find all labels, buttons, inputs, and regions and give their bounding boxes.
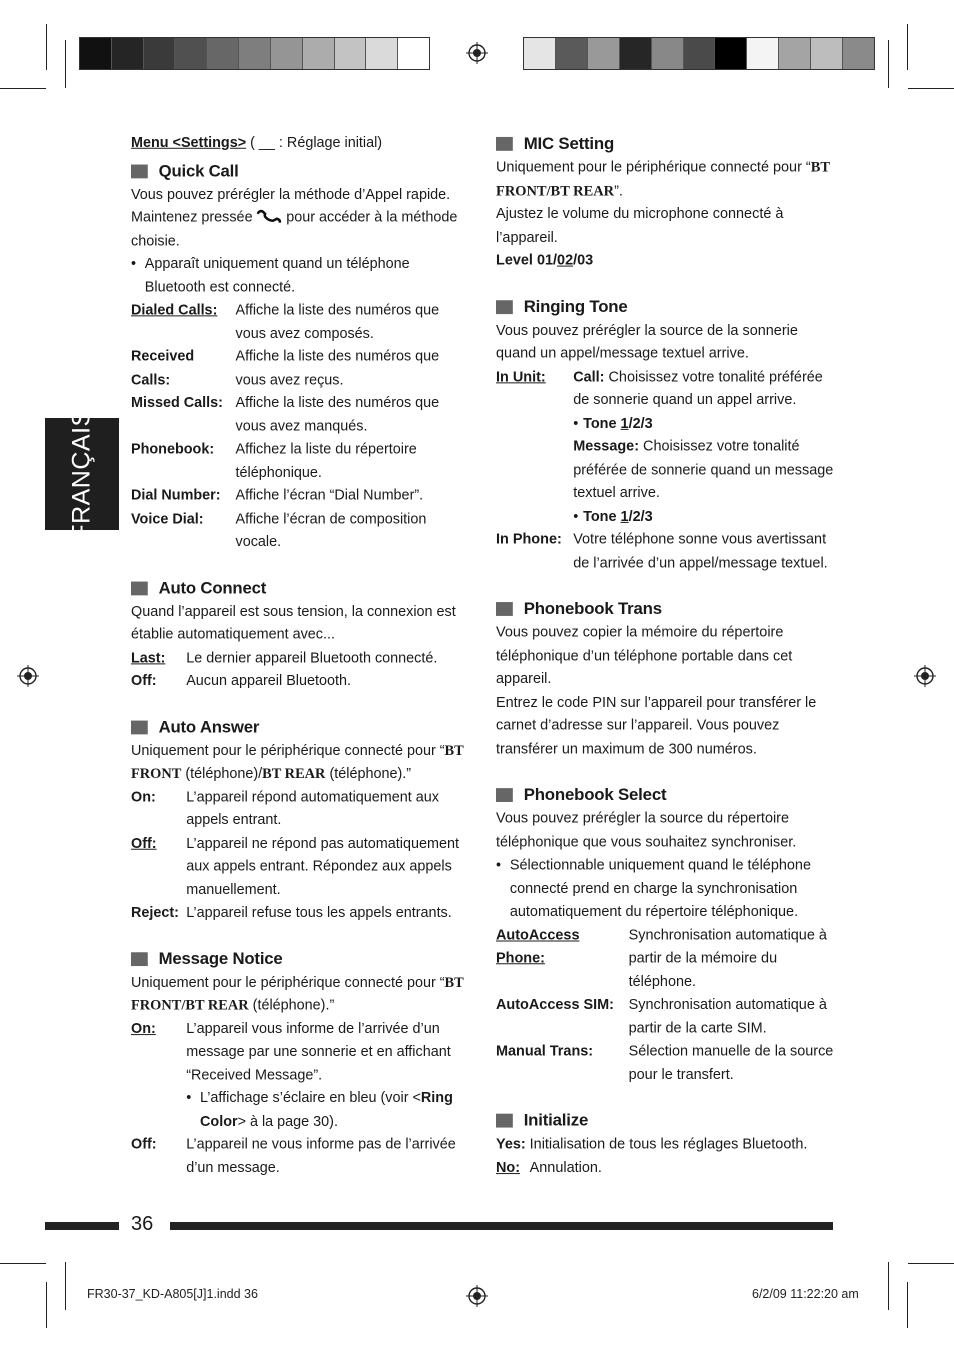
color-swatch: [747, 38, 779, 69]
registration-mark-icon: [466, 42, 488, 64]
option-row: [131, 485, 466, 508]
text: (téléphone)/: [181, 765, 263, 782]
option-row: [496, 924, 837, 994]
text: Uniquement pour le périphérique connecté pour “: [131, 974, 445, 991]
bullet-item: • Tone 1/2/3: [573, 413, 837, 436]
color-swatch: [239, 38, 271, 69]
option-value: L’appareil répond automatiquement aux appels entrant.: [186, 789, 439, 829]
option-key: On:: [131, 1020, 156, 1037]
bullet-item: • Apparaît uniquement quand un téléphone Bluetooth est connecté.: [131, 253, 466, 299]
section-marker: [131, 164, 148, 178]
section-title: [131, 576, 466, 600]
option-key: Off:: [131, 673, 157, 690]
section-title-text: Message Notice: [158, 949, 283, 968]
section-title-text: Ringing Tone: [523, 297, 628, 316]
page-number: 36: [131, 1213, 154, 1235]
registration-mark-icon: [466, 1285, 488, 1307]
option-row: [496, 994, 837, 1041]
footer-rule-left: [45, 1222, 119, 1230]
initialize-options: [496, 1133, 837, 1180]
bullet-item: • L’affichage s’éclaire en bleu (voir <Ring Color> à la page 30).: [186, 1087, 466, 1133]
sub-option-key: Call:: [573, 369, 605, 385]
section-mic-setting: [496, 132, 837, 273]
option-key: In Unit:: [496, 369, 546, 385]
option-row: [131, 300, 466, 346]
paragraph: [131, 740, 466, 786]
paragraph: Entrez le code PIN sur l’appareil pour transférer le carnet d’adresse sur l’appareil. Vous pouvez transférer un maximum de 300 numéros.: [496, 694, 817, 757]
section-marker: [496, 602, 513, 616]
text-emphasis: BT FRONT/BT REAR: [496, 159, 830, 199]
section-marker: [131, 952, 148, 966]
option-value: Affichez la liste du répertoire téléphonique.: [235, 441, 417, 481]
section-title: [131, 947, 466, 971]
option-key: No:: [496, 1159, 521, 1176]
option-row: [496, 1133, 837, 1156]
paragraph: [131, 971, 466, 1017]
option-key: Dial Number:: [131, 487, 221, 504]
option-row: [131, 1134, 466, 1180]
bullet-text: Apparaît uniquement quand un téléphone Bluetooth est connecté.: [144, 256, 410, 296]
left-column: [131, 132, 466, 1180]
auto-answer-options: [131, 786, 466, 925]
paragraph: Vous pouvez prérégler la source du répertoire téléphonique que vous souhaitez synchroniser.: [496, 810, 797, 850]
option-key: Reject:: [131, 904, 179, 921]
text: (téléphone).”: [325, 765, 412, 782]
option-key: Received Calls:: [131, 348, 195, 388]
color-swatch: [80, 38, 112, 69]
bullet-text: Sélectionnable uniquement quand le téléphone connecté prend en charge la synchronisation automatiquement du répertoire téléphonique.: [509, 857, 811, 920]
color-swatch: [620, 38, 652, 69]
option-value: L’appareil ne répond pas automatiquement aux appels entrant. Répondez aux appels manuellement.: [186, 835, 459, 898]
section-title: [496, 1109, 837, 1133]
section-title-text: Auto Answer: [158, 717, 260, 737]
option-value: Synchronisation automatique à partir de la carte SIM.: [628, 996, 827, 1037]
text-emphasis: BT REAR: [262, 765, 326, 782]
section-title: [496, 783, 837, 807]
paragraph: Vous pouvez prérégler la source de la sonnerie quand un appel/message textuel arrive.: [496, 322, 798, 362]
menu-heading: [131, 132, 466, 155]
option-key: Yes:: [496, 1136, 526, 1153]
option-value: L’appareil refuse tous les appels entrants.: [186, 904, 452, 921]
option-value: Affiche l’écran de composition vocale.: [235, 511, 427, 551]
text: Uniquement pour le périphérique connecté pour “: [131, 742, 445, 759]
option-value: L’appareil ne vous informe pas de l’arrivée d’un message.: [186, 1136, 456, 1176]
option-value: Affiche la liste des numéros que vous avez composés.: [235, 302, 440, 342]
section-marker: [131, 720, 148, 734]
option-key: Manual Trans:: [496, 1043, 594, 1060]
registration-mark-icon: [17, 665, 39, 687]
section-title-text: MIC Setting: [523, 134, 615, 154]
option-row: [131, 832, 466, 902]
section-phonebook-trans: [496, 597, 837, 761]
option-value: Annulation.: [529, 1159, 602, 1176]
option-row: [131, 439, 466, 485]
option-key: On:: [131, 789, 156, 805]
tone-options: Tone 1/2/3: [583, 508, 653, 525]
section-marker: [496, 300, 513, 314]
menu-note: ( __ : Réglage initial): [250, 134, 383, 151]
crop-mark: [907, 1282, 908, 1328]
right-column: [496, 132, 837, 1180]
paragraph: [131, 207, 466, 253]
language-tab: [45, 408, 119, 540]
option-row: [131, 647, 466, 670]
crop-mark: [907, 24, 908, 70]
section-marker: [496, 137, 513, 151]
color-swatch: [843, 38, 874, 69]
crop-mark: [888, 40, 889, 88]
color-swatch: [398, 38, 429, 69]
text: pour accéder à la méthode choisie.: [131, 209, 458, 249]
color-swatch: [335, 38, 367, 69]
paragraph: Vous pouvez copier la mémoire du répertoire téléphonique d’un téléphone portable dans cet appareil.: [496, 624, 793, 688]
crop-mark: [908, 1263, 954, 1264]
crop-mark: [0, 1263, 46, 1264]
color-swatch: [144, 38, 176, 69]
text: (téléphone).”: [248, 997, 335, 1014]
color-swatch: [524, 38, 556, 69]
section-auto-answer: [131, 715, 466, 925]
section-title: [496, 597, 837, 621]
color-swatch: [112, 38, 144, 69]
section-title-text: Auto Connect: [158, 578, 267, 598]
option-key: Off:: [131, 835, 157, 852]
option-key: Missed Calls:: [131, 395, 223, 412]
option-key: AutoAccess Phone:: [496, 927, 580, 967]
option-value: [573, 366, 837, 529]
option-value: Aucun appareil Bluetooth.: [186, 673, 351, 690]
option-row: [131, 670, 466, 693]
option-row: [496, 366, 837, 529]
section-message-notice: [131, 947, 466, 1180]
option-key: AutoAccess SIM:: [496, 996, 614, 1013]
option-row: [131, 346, 466, 392]
section-marker: [131, 581, 148, 595]
color-swatch: [684, 38, 716, 69]
option-value: Affiche la liste des numéros que vous avez reçus.: [235, 348, 440, 388]
option-row: [131, 786, 466, 832]
auto-connect-options: [131, 647, 466, 693]
menu-label: Menu <Settings>: [131, 134, 247, 151]
color-swatch: [652, 38, 684, 69]
paragraph: Ajustez le volume du microphone connecté à l’appareil.: [496, 206, 784, 246]
option-row: [131, 1018, 466, 1134]
option-row: [496, 1157, 837, 1180]
option-row: [131, 902, 466, 925]
sub-option-value: Choisissez votre tonalité préférée de sonnerie quand un appel arrive.: [573, 369, 823, 409]
section-initialize: [496, 1109, 837, 1180]
option-row: [131, 508, 466, 554]
crop-mark: [65, 40, 66, 88]
crop-mark: [0, 88, 46, 89]
footer-rule-right: [170, 1222, 833, 1230]
option-value-text: L’appareil vous informe de l’arrivée d’un message par une sonnerie et en affichant “Received Message”.: [186, 1020, 451, 1083]
color-swatch: [811, 38, 843, 69]
paragraph: Quand l’appareil est sous tension, la connexion est établie automatiquement avec...: [131, 603, 456, 643]
language-tab-label: FRANÇAIS: [67, 408, 96, 540]
registration-mark-icon: [914, 665, 936, 687]
color-swatch: [271, 38, 303, 69]
bullet-item: • Sélectionnable uniquement quand le téléphone connecté prend en charge la synchronisation automatiquement du répertoire téléphonique.: [496, 854, 837, 924]
sub-option-value: Choisissez votre tonalité préférée de sonnerie quand un message textuel arrive.: [573, 438, 834, 502]
option-value: Sélection manuelle de la source pour le transfert.: [628, 1043, 834, 1083]
option-key: In Phone:: [496, 531, 562, 548]
option-key: Phonebook:: [131, 441, 215, 458]
color-calibration-bar-left: [79, 37, 430, 70]
tone-options: Tone 1/2/3: [583, 415, 653, 432]
color-swatch: [366, 38, 398, 69]
option-key: Dialed Calls:: [131, 302, 218, 319]
section-title: [131, 715, 466, 739]
crop-mark: [46, 24, 47, 70]
option-value: Affiche la liste des numéros que vous avez manqués.: [235, 395, 440, 435]
text-emphasis: BT FRONT: [131, 742, 464, 782]
option-value: Affiche l’écran “Dial Number”.: [235, 487, 424, 504]
section-marker: [496, 1114, 513, 1128]
level-options: Level 01/02/03: [496, 252, 594, 269]
sub-option-key: Message:: [573, 438, 640, 455]
option-row: [131, 392, 466, 438]
quick-call-options: [131, 300, 466, 555]
color-swatch: [556, 38, 588, 69]
color-swatch: [588, 38, 620, 69]
section-title-text: Quick Call: [158, 161, 239, 181]
crop-mark: [46, 1282, 47, 1328]
text: ”.: [614, 182, 623, 199]
option-row: [496, 529, 837, 576]
option-value: Votre téléphone sonne vous avertissant de l’arrivée d’un appel/message textuel.: [573, 531, 828, 571]
option-value: [186, 1018, 466, 1134]
text-emphasis: BT FRONT/BT REAR: [131, 974, 464, 1014]
phone-hangup-icon: [257, 209, 283, 223]
color-swatch: [175, 38, 207, 69]
option-key: Off:: [131, 1136, 157, 1153]
option-row: [496, 1040, 837, 1087]
section-title: [496, 295, 837, 319]
section-title-text: Initialize: [523, 1110, 589, 1130]
color-calibration-bar-right: [523, 37, 875, 70]
text: Uniquement pour le périphérique connecté pour “: [496, 159, 811, 176]
option-value: Le dernier appareil Bluetooth connecté.: [186, 650, 438, 666]
crop-mark: [888, 1262, 889, 1310]
option-value: Synchronisation automatique à partir de la mémoire du téléphone.: [628, 927, 827, 990]
color-swatch: [303, 38, 335, 69]
phonebook-select-options: [496, 924, 837, 1087]
section-title: [496, 132, 837, 156]
option-key: Voice Dial:: [131, 511, 204, 527]
option-key: Last:: [131, 650, 166, 666]
section-title-text: Phonebook Trans: [523, 599, 662, 619]
text: Maintenez pressée: [131, 209, 253, 226]
color-swatch: [207, 38, 239, 69]
bullet-text: L’affichage s’éclaire en bleu (voir <Ring Color> à la page 30).: [200, 1090, 453, 1130]
crop-mark: [65, 1262, 66, 1310]
section-ringing-tone: [496, 295, 837, 576]
section-auto-connect: [131, 576, 466, 693]
paragraph: [496, 157, 837, 204]
color-swatch: [715, 38, 747, 69]
crop-mark: [908, 88, 954, 89]
section-phonebook-select: [496, 783, 837, 1087]
color-swatch: [779, 38, 811, 69]
slug-date: 6/2/09 11:22:20 am: [752, 1287, 859, 1301]
bullet-item: • Tone 1/2/3: [573, 506, 837, 529]
section-marker: [496, 788, 513, 802]
section-title-text: Phonebook Select: [523, 785, 667, 805]
section-title: [131, 159, 466, 183]
option-value: Initialisation de tous les réglages Bluetooth.: [529, 1136, 808, 1153]
section-quick-call: [131, 159, 466, 554]
slug-filename: FR30-37_KD-A805[J]1.indd 36: [87, 1287, 258, 1301]
paragraph: Vous pouvez prérégler la méthode d’Appel rapide.: [131, 186, 451, 203]
